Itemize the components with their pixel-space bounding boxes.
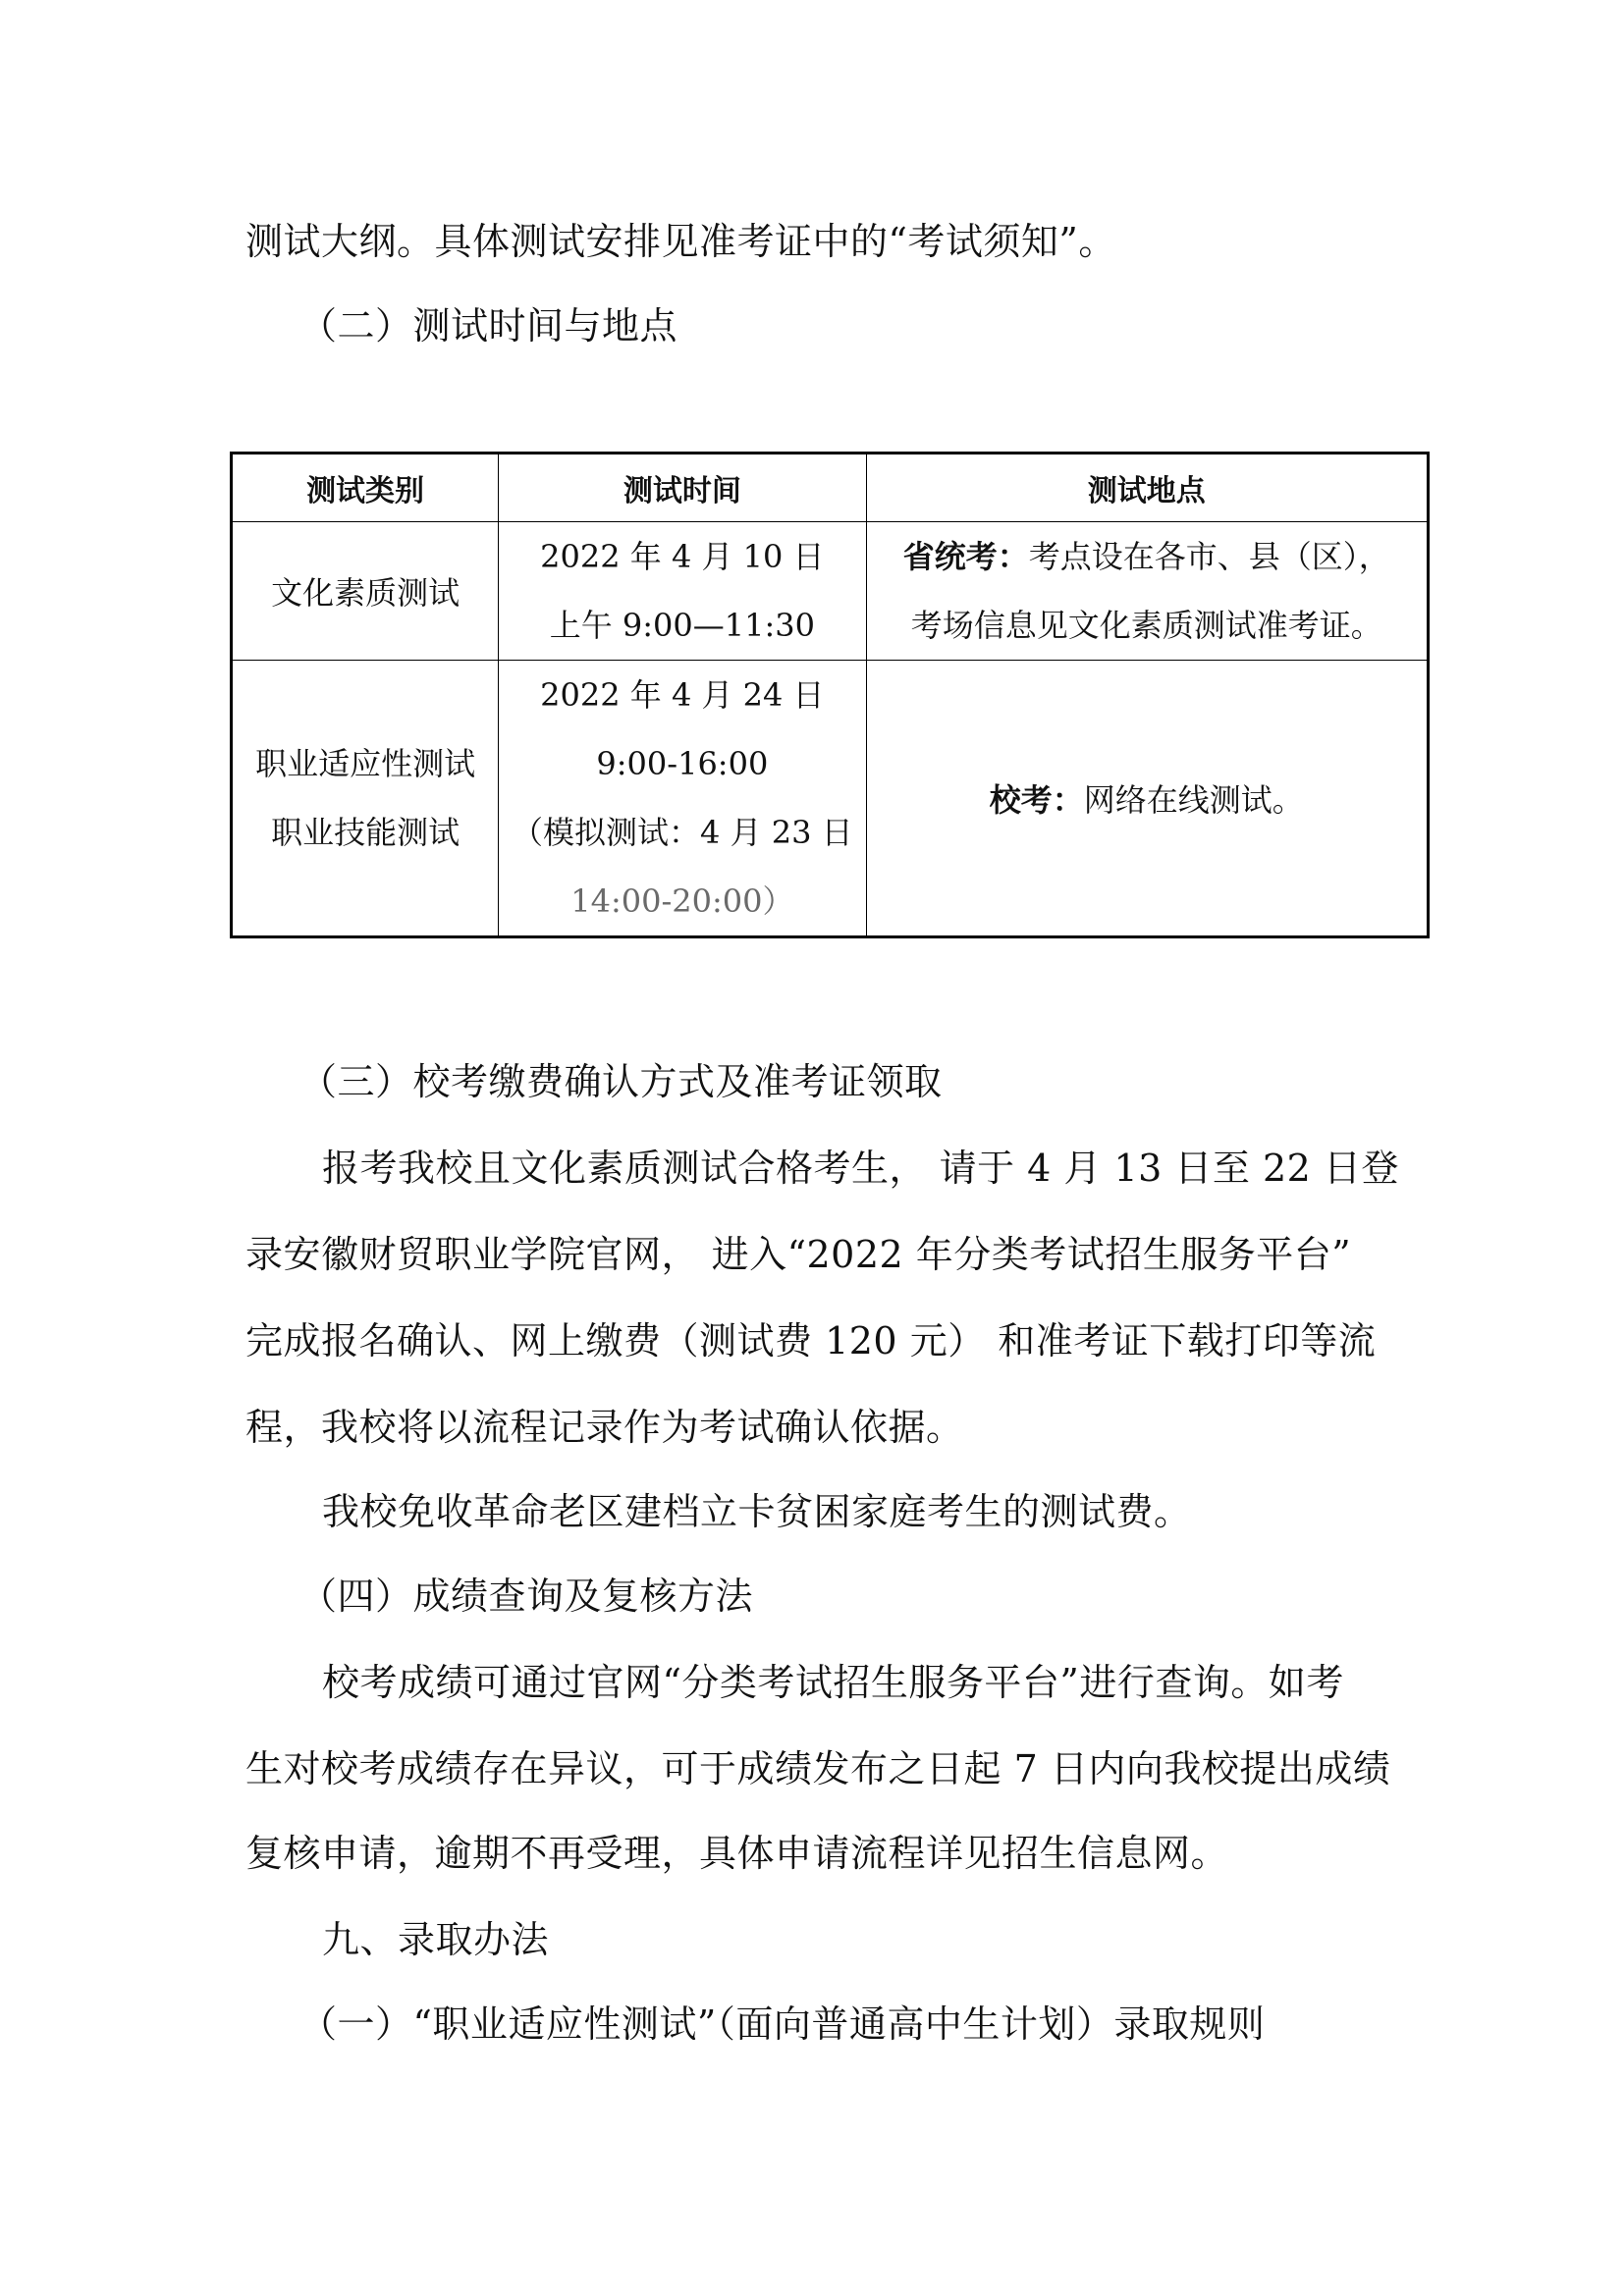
header-location: 测试地点	[866, 454, 1428, 522]
paragraph-line: 程，我校将以流程记录作为考试确认依据。	[245, 1406, 964, 1449]
paragraph-line: 复核申请，逾期不再受理，具体申请流程详见招生信息网。	[245, 1832, 1229, 1875]
header-time: 测试时间	[499, 454, 866, 522]
time-line: （模拟测试：4 月 23 日	[512, 814, 853, 851]
location-line: 考场信息见文化素质测试准考证。	[910, 607, 1382, 644]
table-row	[232, 522, 1429, 661]
paragraph-line: 测试大纲。具体测试安排见准考证中的“考试须知”。	[245, 220, 1116, 263]
cell-category	[232, 522, 499, 661]
time-line: 9:00-16:00	[596, 745, 769, 782]
section-heading: （一）“职业适应性测试”（面向普通高中生计划）录取规则	[299, 2002, 1266, 2046]
section-heading: （二）测试时间与地点	[299, 304, 678, 347]
header-category: 测试类别	[232, 454, 499, 522]
cell-time	[499, 522, 866, 661]
paragraph-line: 我校免收革命老区建档立卡贫困家庭考生的测试费。	[322, 1490, 1192, 1533]
section-heading: （三）校考缴费确认方式及准考证领取	[299, 1060, 943, 1103]
cell-category	[232, 661, 499, 937]
time-line: 14:00-20:00）	[570, 882, 794, 920]
time-line: 上午 9:00—11:30	[549, 607, 815, 644]
cell-location	[866, 661, 1428, 937]
section-heading: 九、录取办法	[322, 1918, 550, 1961]
time-line: 2022 年 4 月 24 日	[540, 676, 825, 714]
location-label: 校考：	[989, 781, 1084, 819]
table-header-row	[232, 454, 1429, 522]
location-text: 网络在线测试。	[1083, 781, 1304, 819]
paragraph-line: 报考我校且文化素质测试合格考生， 请于 4 月 13 日至 22 日登	[322, 1147, 1399, 1190]
location-label: 省统考：	[902, 538, 1029, 575]
paragraph-line: 录安徽财贸职业学院官网， 进入“2022 年分类考试招生服务平台”	[245, 1233, 1352, 1276]
schedule-table	[230, 452, 1430, 938]
category-line: 职业适应性测试	[255, 745, 476, 782]
paragraph-line: 生对校考成绩存在异议，可于成绩发布之日起 7 日内向我校提出成绩	[245, 1747, 1391, 1790]
section-heading: （四）成绩查询及复核方法	[299, 1575, 754, 1618]
table-row	[232, 661, 1429, 937]
cell-time	[499, 661, 866, 937]
paragraph-line: 完成报名确认、网上缴费（测试费 120 元） 和准考证下载打印等流	[245, 1319, 1377, 1362]
location-text: 考点设在各市、县（区），	[1028, 538, 1390, 575]
time-line: 2022 年 4 月 10 日	[540, 538, 825, 575]
category-text: 文化素质测试	[271, 574, 460, 612]
location-line	[875, 522, 1419, 591]
category-line: 职业技能测试	[271, 814, 460, 851]
cell-location	[866, 522, 1428, 661]
paragraph-line: 校考成绩可通过官网“分类考试招生服务平台”进行查询。如考	[322, 1661, 1344, 1704]
